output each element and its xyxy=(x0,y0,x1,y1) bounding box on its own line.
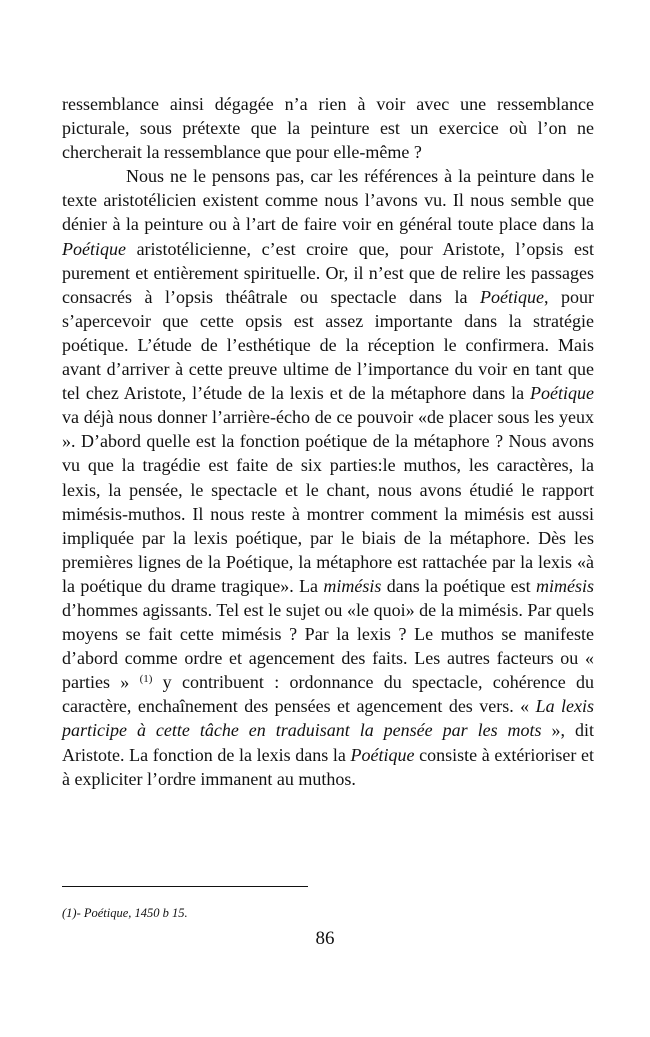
footnote-separator xyxy=(62,886,308,887)
italic-text: Poétique xyxy=(350,744,415,765)
text-run: , pour s’apercevoir que cette opsis est assez importante dans la stratégie poétique. L’étude de l’esthétique de la réception le confirmera. Mais avant d’arriver à cette preuve ultime de l’importance du voir en tant que tel chez Aristote, l’étude de la lexis et de la métaphore dans la xyxy=(62,286,594,404)
text-run: Nous ne le pensons pas, car les références à la peinture dans le texte aristotélicien existent comme nous l’avons vu. Il nous semble que dénier à la peinture ou à l’art de faire voir en général toute place dans la xyxy=(62,166,594,235)
page-number: 86 xyxy=(315,928,335,949)
italic-text: mimésis xyxy=(323,575,382,596)
text-run: y contribuent : ordonnance du spectacle, cohérence du caractère, enchaînement des pensées et agencement des vers. « xyxy=(62,672,594,717)
footnote-reference: (1) xyxy=(139,673,153,686)
italic-text: Poétique xyxy=(62,238,126,259)
text-run: », dit Aristote. La fonction de la lexis dans la xyxy=(62,720,594,765)
body-text xyxy=(62,92,594,791)
paragraph-2 xyxy=(62,164,594,790)
italic-text: mimésis xyxy=(536,575,594,596)
text-run: d’hommes agissants. Tel est le sujet ou «le quoi» de la mimésis. Par quels moyens se fait cette mimésis ? Par la lexis ? Le muthos se manifeste d’abord comme ordre et agencement des faits. Les autres facteurs ou « parties » xyxy=(62,599,594,693)
text-run: dans la poétique est xyxy=(381,575,536,596)
text-run: ressemblance ainsi dégagée n’a rien à voir avec une ressemblance picturale, sous prétexte que la peinture est un exercice où l’on ne chercherait la ressemblance que pour elle-même ? xyxy=(62,94,594,163)
text-run: aristotélicienne, c’est croire que, pour Aristote, l’opsis est purement et entièrement spirituelle. Or, il n’est que de relire les passages consacrés à l’opsis théâtrale ou spectacle dans la xyxy=(62,238,594,307)
italic-text: Poétique xyxy=(480,286,544,307)
page-body xyxy=(62,92,594,791)
text-run: va déjà nous donner l’arrière-écho de ce pouvoir «de placer sous les yeux ». D’abord quelle est la fonction poétique de la métaphore ? Nous avons vu que la tragédie est faite de six parties:le muthos, les caractères, la lexis, la pensée, le spectacle et le chant, nous avons étudié le rapport mimésis-muthos. Il nous reste à montrer comment la mimésis est aussi impliquée par la lexis poétique, par le biais de la métaphore. Dès les premières lignes de la Poétique, la métaphore est rattachée par la lexis «à la poétique du drame tragique». La xyxy=(62,407,594,596)
italic-text: La lexis participe à cette tâche en traduisant la pensée par les mots xyxy=(62,696,594,741)
text-run: consiste à extérioriser et à expliciter l’ordre immanent au muthos. xyxy=(62,744,594,789)
italic-text: Poétique xyxy=(530,383,594,404)
paragraph-1 xyxy=(62,92,594,164)
footnote: (1)- Poétique, 1450 b 15. xyxy=(62,906,188,920)
